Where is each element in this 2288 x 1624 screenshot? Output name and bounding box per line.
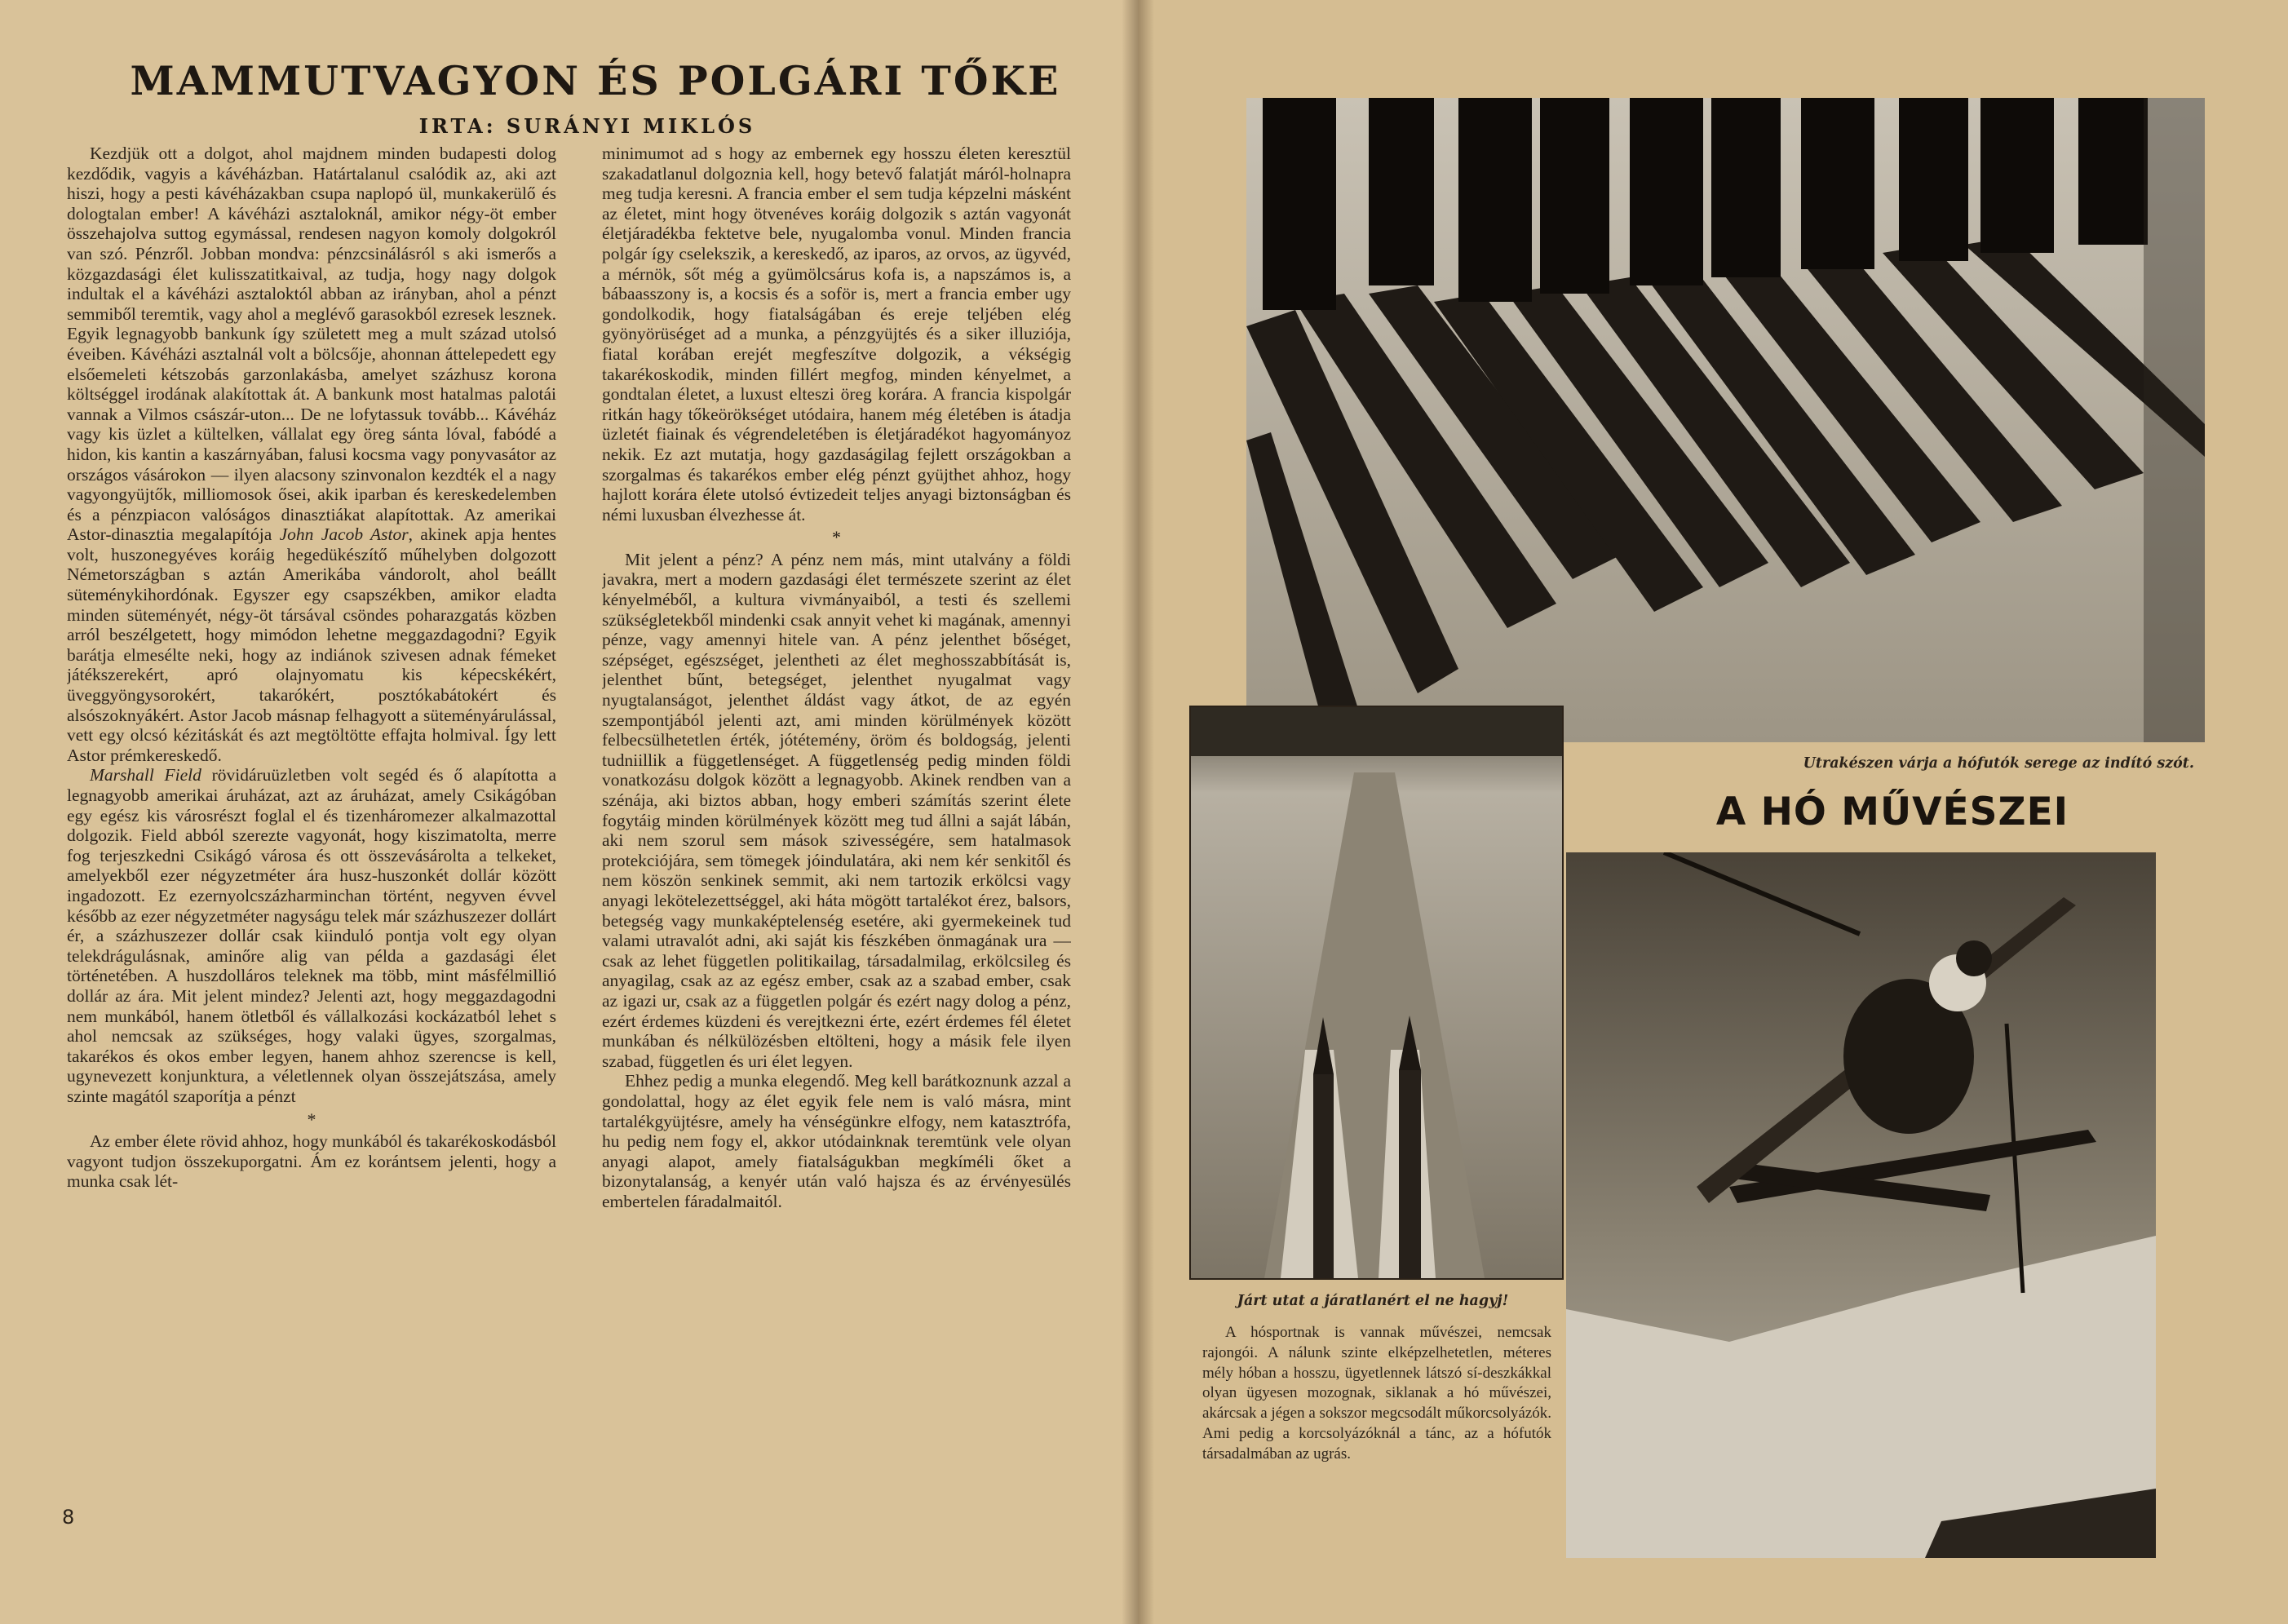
paragraph: minimumot ad s hogy az embernek egy hosszu életen keresztül szakadatlanul dolgoznia kell, hogy betevő falatját máról-holnapra meg tudja keresni. A francia ember el sem tudja képzelni másként az életet, mint hogy ötvenéves koráig dolgozik s aztán vagyonát életjáradékba fektetve bele, nyugalomba vonul. Minden francia polgár így cselekszik, a kereskedő, az iparos, az orvos, az ügyvéd, a mérnök, sőt még a gyümölcsárus kofa is, a napszámos is, a bábaasszony is, a kocsis és a soför is, mert a francia ember ugy gondolkodik, hogy fiatalságában és ereje teljében elég gyönyörüséget ad a munka, a pénzgyüjtés és a siker illuziója, fiatal korában erejét megfeszítve dolgozik, a vékségig takarékoskodik, minden fillért megfog, minden kényelmet, a gondtalan életet, a luxust elteszi öreg korára. A francia kispolgár ritkán hagy tőkeörökséget utódaira, hanem még életében is átadja üzletét fiainak és végrendeletében is életjáradékot hagyományoz nekik. Ez azt mutatja, hogy gazdaságilag fejlett országokban a szorgalmas és takarékos ember elég pénzt gyüjthet ahhoz, hogy hajlott korára élete utolsó évtizedeit teljes anyagi biztonságban és némi luxusban élvezhesse át.	[602, 144, 1071, 524]
paragraph: Kezdjük ott a dolgot, ahol majdnem minden budapesti dolog kezdődik, vagyis a kávéházban. Határtalanul csalódik az, aki azt hiszi, hogy a pesti kávéházakban csupa naplopó ül, munkakerülő és dologtalan ember! A kávéházi asztaloknál, amikor négy-öt ember összehajolva suttog egymással, rendesen nagyon komoly dolgokról van szó. Pénzről. Jobban mondva: pénzcsinálásról s aki ismerős a közgazdasági élet kulisszatitkaival, az tudja, hogy nagy dolgok indultak el a kávéházi asztaloktól abban az irányban, ahol a pénzt semmiből teremtik, vagy ahol a meglévő garasokból ezresek lesznek. Egyik legnagyobb bankunk így született meg a mult század utolsó éveiben. Kávéházi asztalnál volt a bölcsője, ahonnan áttelepedett egy elsőemeleti kétszobás garzonlakásba, amelyet százhusz korona költséggel irodának alakítottak át. A bankunk most hatalmas palotái vannak a Vilmos császár-uton... De ne lofytassuk tovább... Kávéház vagy kis üzlet a kültelken, vállalat egy öreg sánta lóval, fabódé a hidon, kis kantin a kaszárnyában, falusi kocsma vagy ponyvasátor az országos vásárokon — ilyen alacsony szinvonalon kezdték el a nagy vagyongyüjtők, milliomosok ősei, akik iparban és kereskedelemben és a pénzpiacon valóságos dinasztiákat alapítottak. Az amerikai Astor-dinasztia megalapítója John Jacob Astor, akinek apja hentes volt, huszonegyéves koráig hegedükészítő műhelyben dolgozott Németországban s aztán Amerikába vándorolt, ahol beállt süteménykihordónak. Egyszer egy csapszékben, amikor eladta minden süteményét, négy-öt társával csöndes poharazgatás közben arról beszélgetett, hogy mimódon lehetne meggazdagodni? Egyik barátja elmesélte neki, hogy az indiánok szivesen adnak fémeket játékszerekért, apró olajnyomatu kis képecskékért, üveggyöngysorokért, takarókért, posztókabátokért és alsószoknyákért. Astor Jacob másnap felhagyott a süteményárulással, vett egy olcsó kézitáskát és azt megtöltötte effajta holmival. Így lett Astor prémkereskedő.	[67, 144, 556, 765]
article-column-1	[67, 144, 556, 1481]
paragraph: Az ember élete rövid ahhoz, hogy munkából és takarékoskodásból vagyont tudjon összekuporgatni. Ám ez korántsem jelenti, hogy a munka csak lét-	[67, 1131, 556, 1192]
article-byline: IRTA: SURÁNYI MIKLÓS	[418, 114, 756, 138]
paragraph: Ehhez pedig a munka elegendő. Meg kell barátkoznunk azzal a gondolattal, hogy az élet egyik fele nem is való másra, mint tartalékgyüjtésre, amely ha vénségünkre elfogy, nem katasztrófa, hu pedig nem fogy el, akkor utódainknak teremtünk vele olyan anyagi alapot, amely fiatalságukban megkíméli őket a bizonytalanság, a kenyér után való hajsza és az érvényesülés embertelen fáradalmaitól.	[602, 1071, 1071, 1211]
caption-skiers: Utrakészen várja a hófutók serege az indító szót.	[1803, 755, 2194, 772]
article-headline: MAMMUTVAGYON ÉS POLGÁRI TŐKE	[130, 57, 1061, 104]
page-number: 8	[62, 1506, 75, 1529]
paragraph: Marshall Field rövidáruüzletben volt segéd és ő alapította a legnagyobb amerikai áruházat, azt az áruházat, amely Csikágóban egy egész kis városrészt foglal el és tizenháromezer alkalmazottal dolgozik. Field abból szerezte vagyonát, hogy kiszimatolta, merre fog terjeszkedni Csikágó városa és ott összevásárolta a telkeket, amelyekből ezer négyzetméter ára husz-huszonkét dollár között ingadozott. Ez ezernyolcszázharminchan történt, negyven évvel később az ezer négyzetméter nagyságu telek már százhuszezer dollárt ér, a százhuszezer dollár csak kiinduló pontja volt egy olyan telekdrágulásnak, aminőre alig van példa a gazdasági élet történetében. A huszdolláros teleknek ma több, mint másfélmillió dollár az ára. Mit jelent mindez? Jelenti azt, hogy meggazdagodni nem munkából, hanem ötletből és vállalkozási kockázatból lehet s ahol nemcsak az szükséges, hogy valaki ügyes, szorgalmas, takarékos és okos ember legyen, hanem ahhoz szerencse is kell, ugynevezett konjunktura, a véletlennek olyan összejátszása, amely szinte magától szaporítja a pénzt	[67, 765, 556, 1106]
section-divider-star: *	[832, 527, 841, 548]
paragraph: Mit jelent a pénz? A pénz nem más, mint utalvány a földi javakra, mert a modern gazdasági élet természete szerint az élet kényelméből, a kultura vivmányaiból, a testi és szellemi szükségletekből mindenki csak annyit vehet ki magának, amennyi pénze, vagy amennyi hitele van. A pénz jelenthet bőséget, szépséget, egészséget, jelentheti az élet meghosszabbítását is, jelenthet bűnt, betegséget, jelenthet nyugalmat vagy nyugtalanságot, jelenthet áldást vagy átkot, de az egyén szempontjából jelenti azt, ami minden körülmények között felbecsülhetetlen érték, jótétemény, öröm és boldogság, jelenti tudniillik a függetlenséget. A függetlenség pedig minden földi vonatkozásu dolgok között a legnagyobb. Akinek rendben van a szénája, aki biztos abban, hogy emberi számítás szerint élete fogytáig minden körülmények között meg tud állni a saját lábán, aki nem szorul sem mások szivességére, sem hatalmasok protekciójára, sem tömegek jóindulatára, aki nem kér senkitől és nem köszön senkinek semmit, aki nem tartozik erkölcsi vagy anyagi lekötelezettséggel, aki háta mögött tartalékot érez, balsors, betegség vagy munkaképtelenség esetére, aki gyermekeinek tud valami utravalót adni, aki saját kis fészkében önmagának ura — csak az lehet független politikailag, társadalmilag, erkölcsileg és anyagilag, csak az az egész ember, csak az a szabad ember, csak az igazi ur, csak az a független polgár és ezért nagy dolog a pénz, ezért érdemes küzdeni és verejtkezni érte, ezért érdemes fél életet munkában és nélkülözésben eltölteni, hogy a másik fele ilyen szabad, független és uri élet legyen.	[602, 549, 1071, 1071]
ski-jumper-illustration	[1566, 852, 2156, 1558]
skis-illustration	[1246, 98, 2205, 742]
caption-ski-tracks: Járt utat a járatlanért el ne hagyj!	[1237, 1293, 1509, 1309]
photo-ski-jumper	[1566, 852, 2156, 1558]
left-page	[0, 0, 1138, 1624]
section-title: A HÓ MŰVÉSZEI	[1715, 790, 2069, 834]
photo-ski-tracks	[1189, 706, 1564, 1280]
article-column-2	[602, 144, 1071, 1514]
name-field: Marshall Field	[90, 765, 201, 785]
photo-skiers-at-start	[1246, 98, 2205, 742]
name-astor: John Jacob Astor	[279, 524, 409, 545]
intro-text: A hósportnak is vannak művészei, nemcsak rajongói. A nálunk szinte elképzelhetetlen, méteres mély hóban a hosszu, ügyetlennek látszó sí-deszkákkal olyan ügyesen mozognak, siklanak a hó művészei, akárcsak a jégen a sokszor megcsodált műkorcsolyázók. Ami pedig a korcsolyázóknál a tánc, az a hófutók társadalmában az ugrás.	[1202, 1324, 1551, 1462]
binding-gutter	[1122, 0, 1154, 1624]
section-divider-star: *	[307, 1108, 316, 1130]
ski-tracks-illustration	[1191, 707, 1562, 1278]
